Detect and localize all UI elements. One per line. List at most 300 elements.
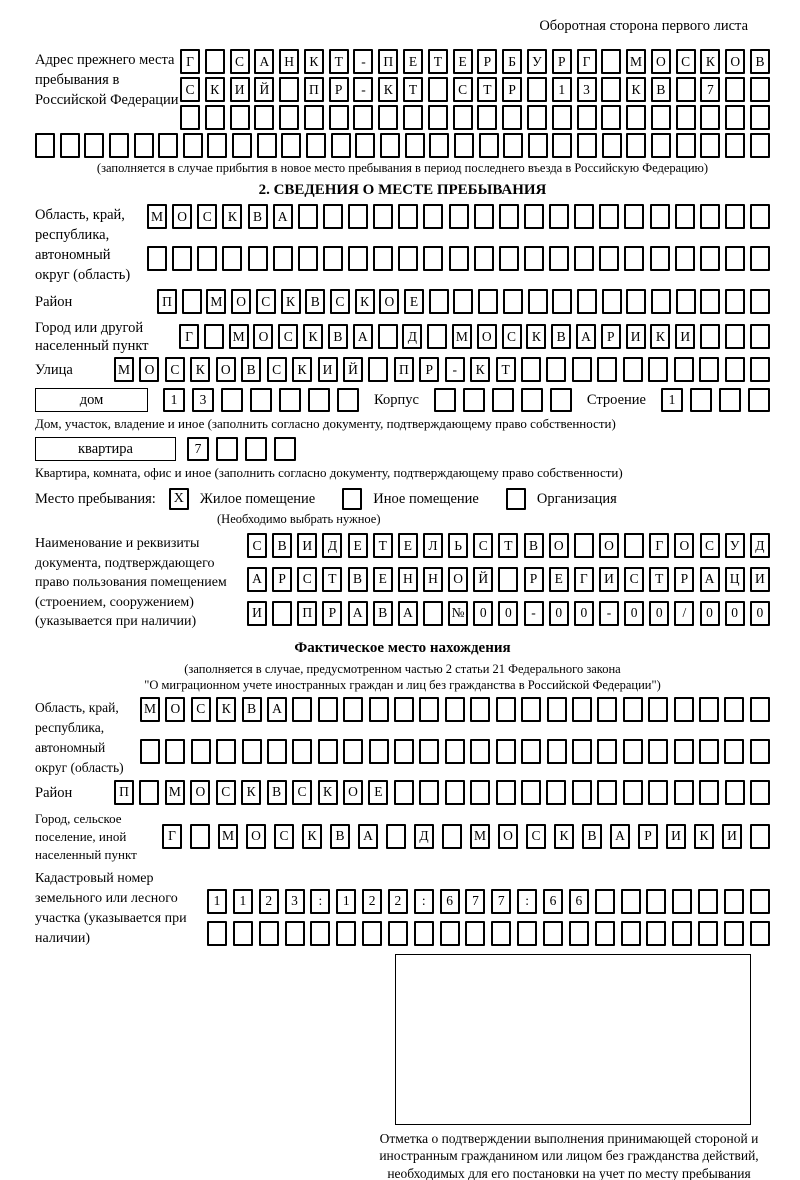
char-cell[interactable]: К — [700, 49, 720, 74]
char-cell[interactable] — [165, 739, 185, 764]
char-cell[interactable]: К — [205, 77, 225, 102]
char-cell[interactable]: 1 — [661, 388, 683, 412]
char-cell[interactable] — [521, 739, 541, 764]
char-cell[interactable]: Т — [477, 77, 497, 102]
char-cell[interactable] — [388, 921, 408, 946]
char-cell[interactable] — [323, 246, 343, 271]
document-row-1[interactable] — [247, 533, 770, 564]
char-cell[interactable] — [574, 246, 594, 271]
char-cell[interactable] — [499, 246, 519, 271]
char-cell[interactable]: Е — [403, 49, 423, 74]
char-cell[interactable] — [348, 246, 368, 271]
char-cell[interactable] — [272, 601, 292, 626]
char-cell[interactable]: В — [524, 533, 544, 558]
char-cell[interactable]: 0 — [574, 601, 594, 626]
char-cell[interactable] — [386, 824, 406, 849]
char-cell[interactable] — [414, 921, 434, 946]
char-cell[interactable] — [547, 697, 567, 722]
char-cell[interactable] — [543, 921, 563, 946]
char-cell[interactable]: В — [272, 533, 292, 558]
char-cell[interactable] — [204, 324, 224, 349]
char-cell[interactable] — [454, 133, 474, 158]
char-cell[interactable] — [427, 324, 447, 349]
char-cell[interactable]: 3 — [577, 77, 597, 102]
char-cell[interactable]: 6 — [569, 889, 589, 914]
char-cell[interactable]: Е — [348, 533, 368, 558]
char-cell[interactable] — [329, 105, 349, 130]
char-cell[interactable]: О — [651, 49, 671, 74]
char-cell[interactable]: О — [231, 289, 251, 314]
char-cell[interactable] — [601, 49, 621, 74]
char-cell[interactable] — [394, 780, 414, 805]
char-cell[interactable] — [445, 780, 465, 805]
char-cell[interactable]: 0 — [700, 601, 720, 626]
char-cell[interactable]: Р — [524, 567, 544, 592]
char-cell[interactable] — [331, 133, 351, 158]
char-cell[interactable] — [496, 780, 516, 805]
char-cell[interactable]: В — [305, 289, 325, 314]
char-cell[interactable] — [398, 246, 418, 271]
char-cell[interactable]: В — [242, 697, 262, 722]
char-cell[interactable] — [650, 246, 670, 271]
char-cell[interactable] — [496, 697, 516, 722]
char-cell[interactable]: О — [343, 780, 363, 805]
char-cell[interactable] — [621, 889, 641, 914]
char-cell[interactable] — [419, 739, 439, 764]
char-cell[interactable]: С — [278, 324, 298, 349]
char-cell[interactable]: В — [348, 567, 368, 592]
char-cell[interactable]: Г — [180, 49, 200, 74]
char-cell[interactable] — [698, 921, 718, 946]
char-cell[interactable] — [298, 246, 318, 271]
char-cell[interactable] — [259, 921, 279, 946]
char-cell[interactable] — [449, 204, 469, 229]
char-cell[interactable] — [547, 739, 567, 764]
char-cell[interactable]: П — [297, 601, 317, 626]
char-cell[interactable]: 1 — [552, 77, 572, 102]
char-cell[interactable]: П — [304, 77, 324, 102]
char-cell[interactable] — [750, 246, 770, 271]
prev-address-row-1[interactable] — [180, 49, 770, 74]
char-cell[interactable] — [298, 204, 318, 229]
char-cell[interactable] — [267, 739, 287, 764]
char-cell[interactable]: М — [206, 289, 226, 314]
char-cell[interactable] — [725, 324, 745, 349]
char-cell[interactable] — [521, 697, 541, 722]
char-cell[interactable]: И — [230, 77, 250, 102]
char-cell[interactable] — [597, 357, 617, 382]
char-cell[interactable]: : — [310, 889, 330, 914]
char-cell[interactable] — [597, 739, 617, 764]
char-cell[interactable]: Т — [428, 49, 448, 74]
char-cell[interactable]: Т — [649, 567, 669, 592]
char-cell[interactable] — [750, 824, 770, 849]
char-cell[interactable] — [528, 133, 548, 158]
char-cell[interactable]: С — [191, 697, 211, 722]
char-cell[interactable]: М — [229, 324, 249, 349]
char-cell[interactable] — [353, 105, 373, 130]
char-cell[interactable]: Д — [402, 324, 422, 349]
char-cell[interactable]: А — [254, 49, 274, 74]
char-cell[interactable] — [369, 739, 389, 764]
char-cell[interactable]: В — [651, 77, 671, 102]
char-cell[interactable]: О — [253, 324, 273, 349]
char-cell[interactable]: / — [674, 601, 694, 626]
char-cell[interactable] — [602, 289, 622, 314]
char-cell[interactable] — [549, 204, 569, 229]
char-cell[interactable] — [725, 289, 745, 314]
char-cell[interactable] — [109, 133, 129, 158]
char-cell[interactable] — [599, 246, 619, 271]
char-cell[interactable]: Г — [179, 324, 199, 349]
char-cell[interactable] — [502, 105, 522, 130]
char-cell[interactable]: С — [165, 357, 185, 382]
char-cell[interactable] — [546, 780, 566, 805]
char-cell[interactable]: А — [348, 601, 368, 626]
stroenie-cells[interactable] — [661, 388, 770, 412]
char-cell[interactable] — [470, 739, 490, 764]
korpus-cells[interactable] — [434, 388, 572, 412]
char-cell[interactable] — [672, 921, 692, 946]
char-cell[interactable] — [725, 77, 745, 102]
char-cell[interactable] — [368, 357, 388, 382]
char-cell[interactable] — [572, 780, 592, 805]
char-cell[interactable]: П — [157, 289, 177, 314]
char-cell[interactable]: М — [626, 49, 646, 74]
dom-type-field[interactable]: дом — [35, 388, 148, 412]
char-cell[interactable] — [279, 388, 301, 412]
char-cell[interactable]: А — [273, 204, 293, 229]
char-cell[interactable]: С — [297, 567, 317, 592]
ulitsa-cells[interactable] — [114, 357, 770, 382]
char-cell[interactable]: О — [165, 697, 185, 722]
char-cell[interactable] — [172, 246, 192, 271]
char-cell[interactable]: 2 — [388, 889, 408, 914]
char-cell[interactable] — [453, 289, 473, 314]
char-cell[interactable] — [337, 388, 359, 412]
char-cell[interactable] — [626, 133, 646, 158]
char-cell[interactable]: В — [582, 824, 602, 849]
char-cell[interactable] — [700, 324, 720, 349]
char-cell[interactable]: Е — [549, 567, 569, 592]
char-cell[interactable]: Ц — [725, 567, 745, 592]
char-cell[interactable] — [552, 289, 572, 314]
char-cell[interactable] — [205, 49, 225, 74]
fact-oblast-row-1[interactable] — [140, 697, 770, 736]
char-cell[interactable]: В — [373, 601, 393, 626]
char-cell[interactable] — [674, 357, 694, 382]
char-cell[interactable] — [623, 697, 643, 722]
char-cell[interactable]: С — [624, 567, 644, 592]
char-cell[interactable] — [750, 289, 770, 314]
char-cell[interactable] — [527, 77, 547, 102]
char-cell[interactable] — [232, 133, 252, 158]
char-cell[interactable] — [602, 133, 622, 158]
char-cell[interactable]: О — [599, 533, 619, 558]
char-cell[interactable] — [699, 739, 719, 764]
char-cell[interactable]: А — [398, 601, 418, 626]
char-cell[interactable]: 7 — [700, 77, 720, 102]
oblast-row-1[interactable] — [147, 204, 770, 243]
char-cell[interactable]: К — [694, 824, 714, 849]
char-cell[interactable] — [601, 77, 621, 102]
char-cell[interactable] — [221, 388, 243, 412]
char-cell[interactable] — [572, 357, 592, 382]
char-cell[interactable]: Т — [322, 567, 342, 592]
char-cell[interactable]: К — [222, 204, 242, 229]
char-cell[interactable] — [197, 246, 217, 271]
char-cell[interactable] — [207, 133, 227, 158]
prev-address-row-3[interactable] — [180, 105, 770, 130]
char-cell[interactable]: М — [470, 824, 490, 849]
char-cell[interactable] — [292, 697, 312, 722]
char-cell[interactable] — [394, 697, 414, 722]
char-cell[interactable]: С — [502, 324, 522, 349]
char-cell[interactable] — [724, 739, 744, 764]
prev-address-row-4[interactable] — [35, 133, 770, 158]
char-cell[interactable] — [646, 889, 666, 914]
char-cell[interactable]: А — [576, 324, 596, 349]
char-cell[interactable] — [599, 204, 619, 229]
char-cell[interactable] — [378, 324, 398, 349]
char-cell[interactable] — [550, 388, 572, 412]
char-cell[interactable]: Ь — [448, 533, 468, 558]
char-cell[interactable]: С — [267, 357, 287, 382]
char-cell[interactable]: В — [551, 324, 571, 349]
char-cell[interactable]: Й — [473, 567, 493, 592]
char-cell[interactable]: 1 — [336, 889, 356, 914]
char-cell[interactable] — [724, 921, 744, 946]
char-cell[interactable] — [577, 133, 597, 158]
char-cell[interactable] — [216, 437, 238, 461]
char-cell[interactable]: Т — [373, 533, 393, 558]
char-cell[interactable] — [274, 437, 296, 461]
char-cell[interactable] — [725, 780, 745, 805]
char-cell[interactable]: 3 — [285, 889, 305, 914]
char-cell[interactable] — [496, 739, 516, 764]
char-cell[interactable] — [595, 921, 615, 946]
char-cell[interactable] — [517, 921, 537, 946]
char-cell[interactable]: - — [353, 77, 373, 102]
char-cell[interactable]: У — [527, 49, 547, 74]
char-cell[interactable]: Е — [368, 780, 388, 805]
char-cell[interactable] — [648, 780, 668, 805]
char-cell[interactable]: А — [700, 567, 720, 592]
char-cell[interactable]: Т — [498, 533, 518, 558]
char-cell[interactable] — [279, 105, 299, 130]
char-cell[interactable] — [675, 204, 695, 229]
char-cell[interactable] — [304, 105, 324, 130]
char-cell[interactable]: 0 — [498, 601, 518, 626]
char-cell[interactable] — [528, 289, 548, 314]
char-cell[interactable] — [623, 357, 643, 382]
char-cell[interactable]: С — [247, 533, 267, 558]
char-cell[interactable]: Д — [414, 824, 434, 849]
char-cell[interactable]: К — [281, 289, 301, 314]
char-cell[interactable] — [624, 533, 644, 558]
char-cell[interactable] — [648, 739, 668, 764]
char-cell[interactable] — [478, 289, 498, 314]
char-cell[interactable]: В — [328, 324, 348, 349]
char-cell[interactable] — [318, 739, 338, 764]
char-cell[interactable] — [750, 739, 770, 764]
char-cell[interactable] — [648, 357, 668, 382]
document-row-3[interactable] — [247, 601, 770, 632]
fact-rayon-cells[interactable] — [114, 780, 770, 805]
char-cell[interactable]: - — [599, 601, 619, 626]
char-cell[interactable]: К — [526, 324, 546, 349]
char-cell[interactable] — [470, 780, 490, 805]
char-cell[interactable] — [470, 697, 490, 722]
char-cell[interactable] — [750, 889, 770, 914]
char-cell[interactable] — [465, 921, 485, 946]
char-cell[interactable] — [281, 133, 301, 158]
char-cell[interactable]: К — [216, 697, 236, 722]
char-cell[interactable]: Р — [674, 567, 694, 592]
char-cell[interactable] — [183, 133, 203, 158]
char-cell[interactable]: С — [292, 780, 312, 805]
char-cell[interactable]: Е — [453, 49, 473, 74]
char-cell[interactable]: Р — [477, 49, 497, 74]
char-cell[interactable]: Г — [162, 824, 182, 849]
char-cell[interactable] — [216, 739, 236, 764]
char-cell[interactable] — [442, 824, 462, 849]
char-cell[interactable] — [306, 133, 326, 158]
char-cell[interactable] — [369, 697, 389, 722]
char-cell[interactable]: Н — [423, 567, 443, 592]
char-cell[interactable] — [624, 204, 644, 229]
char-cell[interactable]: Й — [343, 357, 363, 382]
char-cell[interactable]: А — [353, 324, 373, 349]
char-cell[interactable] — [190, 824, 210, 849]
char-cell[interactable] — [595, 889, 615, 914]
char-cell[interactable]: С — [230, 49, 250, 74]
char-cell[interactable]: П — [394, 357, 414, 382]
char-cell[interactable]: И — [722, 824, 742, 849]
char-cell[interactable] — [503, 289, 523, 314]
char-cell[interactable] — [626, 289, 646, 314]
char-cell[interactable] — [621, 921, 641, 946]
char-cell[interactable] — [699, 780, 719, 805]
char-cell[interactable]: К — [650, 324, 670, 349]
char-cell[interactable]: 7 — [491, 889, 511, 914]
char-cell[interactable] — [699, 697, 719, 722]
char-cell[interactable]: В — [267, 780, 287, 805]
char-cell[interactable] — [750, 780, 770, 805]
char-cell[interactable] — [725, 246, 745, 271]
char-cell[interactable]: 6 — [440, 889, 460, 914]
char-cell[interactable] — [626, 105, 646, 130]
char-cell[interactable] — [577, 105, 597, 130]
char-cell[interactable]: К — [554, 824, 574, 849]
char-cell[interactable] — [574, 204, 594, 229]
document-row-2[interactable] — [247, 567, 770, 598]
char-cell[interactable] — [491, 921, 511, 946]
char-cell[interactable]: Р — [419, 357, 439, 382]
char-cell[interactable] — [552, 105, 572, 130]
char-cell[interactable]: Р — [502, 77, 522, 102]
char-cell[interactable]: - — [524, 601, 544, 626]
inoe-checkbox[interactable] — [342, 488, 362, 510]
char-cell[interactable] — [498, 567, 518, 592]
char-cell[interactable]: А — [267, 697, 287, 722]
char-cell[interactable] — [343, 697, 363, 722]
char-cell[interactable] — [222, 246, 242, 271]
char-cell[interactable] — [428, 77, 448, 102]
char-cell[interactable] — [323, 204, 343, 229]
char-cell[interactable] — [84, 133, 104, 158]
char-cell[interactable] — [419, 697, 439, 722]
char-cell[interactable]: В — [750, 49, 770, 74]
char-cell[interactable]: П — [114, 780, 134, 805]
char-cell[interactable] — [318, 697, 338, 722]
char-cell[interactable] — [597, 780, 617, 805]
char-cell[interactable] — [380, 133, 400, 158]
char-cell[interactable] — [434, 388, 456, 412]
char-cell[interactable] — [521, 357, 541, 382]
char-cell[interactable]: О — [246, 824, 266, 849]
char-cell[interactable]: 2 — [362, 889, 382, 914]
char-cell[interactable]: М — [147, 204, 167, 229]
char-cell[interactable]: В — [241, 357, 261, 382]
char-cell[interactable] — [651, 105, 671, 130]
char-cell[interactable] — [572, 739, 592, 764]
char-cell[interactable]: К — [303, 324, 323, 349]
char-cell[interactable] — [207, 921, 227, 946]
char-cell[interactable]: 1 — [207, 889, 227, 914]
char-cell[interactable] — [445, 697, 465, 722]
char-cell[interactable] — [750, 77, 770, 102]
char-cell[interactable]: О — [172, 204, 192, 229]
char-cell[interactable] — [700, 133, 720, 158]
char-cell[interactable]: О — [549, 533, 569, 558]
kvartira-type-field[interactable]: квартира — [35, 437, 176, 461]
char-cell[interactable] — [348, 204, 368, 229]
char-cell[interactable] — [750, 324, 770, 349]
char-cell[interactable]: С — [473, 533, 493, 558]
char-cell[interactable] — [254, 105, 274, 130]
char-cell[interactable] — [524, 246, 544, 271]
char-cell[interactable] — [474, 204, 494, 229]
char-cell[interactable]: 0 — [750, 601, 770, 626]
kvartira-cells[interactable] — [187, 437, 296, 461]
char-cell[interactable] — [724, 697, 744, 722]
char-cell[interactable] — [398, 204, 418, 229]
char-cell[interactable] — [651, 289, 671, 314]
char-cell[interactable] — [257, 133, 277, 158]
char-cell[interactable] — [474, 246, 494, 271]
char-cell[interactable]: О — [725, 49, 745, 74]
char-cell[interactable]: О — [379, 289, 399, 314]
char-cell[interactable] — [624, 246, 644, 271]
gorod-cells[interactable] — [179, 324, 770, 349]
char-cell[interactable]: Д — [322, 533, 342, 558]
char-cell[interactable]: 7 — [187, 437, 209, 461]
char-cell[interactable] — [285, 921, 305, 946]
char-cell[interactable] — [449, 246, 469, 271]
char-cell[interactable]: : — [414, 889, 434, 914]
char-cell[interactable] — [245, 437, 267, 461]
char-cell[interactable]: Н — [398, 567, 418, 592]
char-cell[interactable]: Г — [574, 567, 594, 592]
char-cell[interactable] — [527, 105, 547, 130]
char-cell[interactable]: М — [114, 357, 134, 382]
char-cell[interactable] — [698, 889, 718, 914]
char-cell[interactable] — [429, 133, 449, 158]
char-cell[interactable]: М — [452, 324, 472, 349]
char-cell[interactable]: Т — [329, 49, 349, 74]
char-cell[interactable] — [378, 105, 398, 130]
